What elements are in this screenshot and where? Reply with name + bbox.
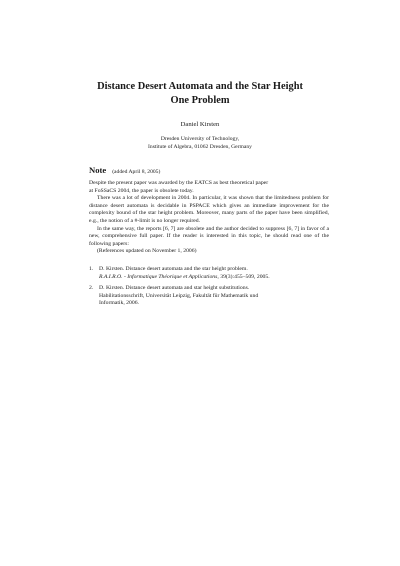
references-updated-note: (References updated on November 1, 2006) [97, 248, 197, 255]
reference-number: 1. [89, 266, 94, 272]
reference-line: Informatik, 2006. [99, 300, 139, 307]
note-p1-line-2: at FoSSaCS 2004, the paper is obsolete today. [89, 187, 194, 194]
reference-list [89, 266, 329, 312]
note-title: Note [89, 165, 107, 175]
note-heading [89, 160, 160, 178]
author-name: Daniel Kirsten [180, 121, 220, 128]
paper-title [60, 80, 340, 108]
reference-number: 2. [89, 285, 94, 292]
title-line-2: One Problem [170, 95, 230, 106]
affiliation-line-2: Institute of Algebra, 01062 Dresden, Germany [148, 144, 252, 150]
affiliation-line-1: Dresden University of Technology, [160, 136, 240, 142]
note-p1-line-1: Despite the present paper was awarded by the EATCS as best theoretical paper [89, 180, 269, 186]
reference-item [89, 285, 329, 308]
note-date: (added April 8, 2005) [112, 169, 161, 175]
reference-line [99, 274, 329, 282]
reference-line: D. Kirsten. Distance desert automata and the star height problem. [99, 266, 248, 272]
affiliation [60, 135, 340, 151]
reference-line: D. Kirsten. Distance desert automata and star height substitutions. [99, 285, 250, 292]
reference-text [99, 285, 329, 308]
reference-line: Habilitationsschrift, Universität Leipzig, Fakultät für Mathematik und [99, 292, 259, 299]
note-paragraph-1 [89, 180, 329, 195]
journal-details: , 39(3):455–509, 2005. [217, 273, 270, 280]
title-line-1: Distance Desert Automata and the Star Height [97, 81, 303, 92]
note-paragraph-2: There was a lot of development in 2004. In particular, it was shown that the limitedness problem for distance desert automata is decidable in PSPACE which gives an immediate improvement for the complexity bound of the star height problem. Moreover, many parts of the paper have been simplified, e.g., the notion of a #-limit is no longer required. [89, 195, 329, 224]
journal-name: R.A.I.R.O. - Informatique Théorique et Applications [99, 273, 218, 280]
note-paragraph-3: In the same way, the reports [6, 7] are obsolete and the author decided to suppress [6, 7] in favor of a new, comprehensive full paper. If the reader is interested in this topic, he should read one of the following papers: [89, 225, 329, 247]
note-body [89, 180, 329, 256]
reference-item [89, 266, 329, 281]
reference-text [99, 266, 329, 281]
